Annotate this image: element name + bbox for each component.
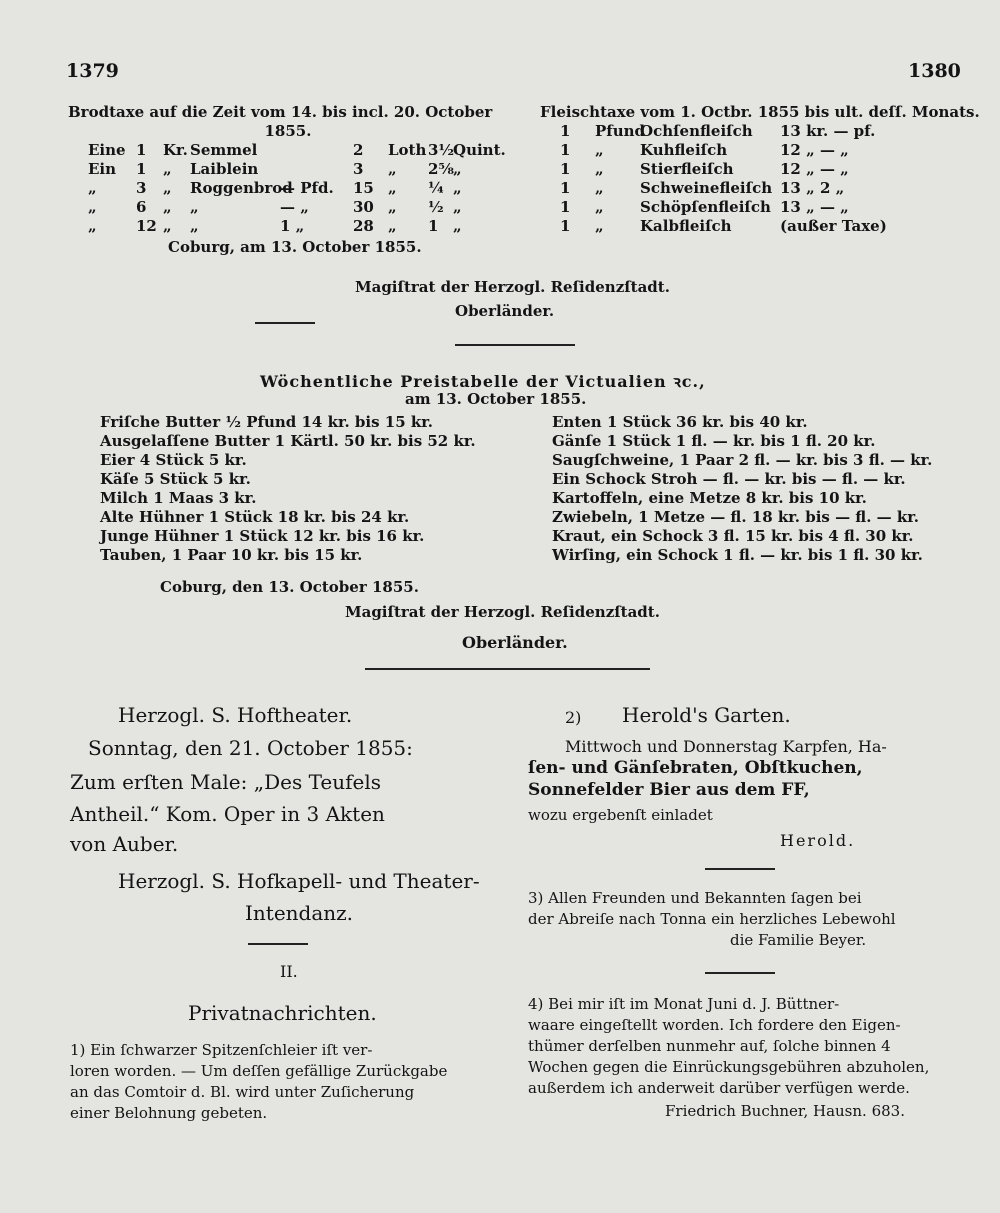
meat-tax-row-cell: 1 — [560, 160, 571, 178]
magistrat-name-1: Oberländer. — [455, 302, 555, 320]
bread-tax-row-cell: Semmel — [190, 141, 258, 159]
bread-tax-row — [68, 179, 508, 198]
bread-tax-row-cell: „ — [190, 198, 199, 216]
victuals-item: Saugſchweine, 1 Paar 2 fl. — kr. bis 3 fl. — kr. — [552, 451, 933, 469]
bread-tax-row-cell: Roggenbrod — [190, 179, 293, 197]
meat-tax-row-cell: „ — [595, 179, 604, 197]
bread-tax-table — [68, 141, 508, 236]
meat-tax-row — [540, 179, 960, 198]
theater-line-3: von Auber. — [70, 832, 179, 856]
meat-tax-row — [540, 122, 960, 141]
page-number-left: 1379 — [66, 60, 119, 82]
ad-4-line: Wochen gegen die Einrückungsgebühren abzuholen, — [528, 1058, 930, 1076]
meat-tax-row-cell: Stierfleiſch — [640, 160, 734, 178]
victuals-item: Alte Hühner 1 Stück 18 kr. bis 24 kr. — [100, 508, 410, 526]
victuals-item: Enten 1 Stück 36 kr. bis 40 kr. — [552, 413, 808, 431]
meat-tax-row-cell: 1 — [560, 179, 571, 197]
ad-1-line: einer Belohnung gebeten. — [70, 1104, 268, 1122]
ad-3-line: 3) Allen Freunden und Bekannten ſagen bei — [528, 889, 862, 907]
victuals-item: Gänſe 1 Stück 1 fl. — kr. bis 1 fl. 20 kr. — [552, 432, 876, 450]
meat-tax-row-cell: 12 „ — „ — [780, 160, 849, 178]
theater-title: Herzogl. S. Hoftheater. — [118, 703, 353, 727]
bread-tax-row-cell: „ — [163, 217, 172, 235]
victuals-item: Wirſing, ein Schock 1 fl. — kr. bis 1 fl. 30 kr. — [552, 546, 923, 564]
bread-tax-row-cell: 1 „ — [280, 217, 305, 235]
bread-tax-row-cell: — „ — [280, 198, 309, 216]
bread-tax-title: Brodtaxe auf die Zeit vom 14. bis incl. 20. October — [68, 103, 493, 121]
magistrat-line-2: Magiſtrat der Herzogl. Reſidenzſtadt. — [345, 603, 660, 621]
bread-tax-row-cell: „ — [388, 179, 397, 197]
bread-tax-row-cell: „ — [453, 160, 462, 178]
meat-tax-row-cell: (außer Taxe) — [780, 217, 887, 235]
meat-tax-row — [540, 160, 960, 179]
bread-tax-row-cell: 15 — [353, 179, 374, 197]
bread-tax-block — [68, 103, 508, 257]
meat-tax-row — [540, 141, 960, 160]
bread-tax-row-cell: 3 — [136, 179, 147, 197]
victuals-item: Kartoffeln, eine Metze 8 kr. bis 10 kr. — [552, 489, 867, 507]
victuals-item: Junge Hühner 1 Stück 12 kr. bis 16 kr. — [100, 527, 425, 545]
theater-signature-1: Herzogl. S. Hofkapell- und Theater- — [118, 869, 480, 893]
bread-tax-row-cell: ½ — [428, 198, 444, 216]
divider-short — [255, 322, 315, 324]
meat-tax-row-cell: Ochſenfleiſch — [640, 122, 753, 140]
bread-tax-row-cell: „ — [163, 179, 172, 197]
bread-tax-row-cell: „ — [388, 198, 397, 216]
ad-2-line-2: ſen- und Gänſebraten, Obſtkuchen, — [528, 758, 863, 778]
ad-2-number: 2) — [565, 708, 582, 727]
meat-tax-block — [540, 103, 980, 236]
meat-tax-row-cell: 1 — [560, 198, 571, 216]
ad-4-block — [528, 994, 929, 1099]
ad-3-signature: die Familie Beyer. — [730, 931, 867, 949]
ad-3-block — [528, 888, 896, 930]
meat-tax-row-cell: 1 — [560, 122, 571, 140]
bread-tax-row-cell: 2 — [353, 141, 364, 159]
magistrat-name-2: Oberländer. — [462, 633, 568, 652]
bread-tax-row-cell: — Pfd. — [280, 179, 334, 197]
victuals-right-list — [552, 413, 972, 565]
bread-tax-row-cell: 2⅝ — [428, 160, 454, 178]
meat-tax-row-cell: „ — [595, 217, 604, 235]
meat-tax-row-cell: Pfund — [595, 122, 646, 140]
bread-tax-row-cell: Laiblein — [190, 160, 259, 178]
meat-tax-row-cell: „ — [595, 141, 604, 159]
ad-2-line-1: Mittwoch und Donnerstag Karpfen, Ha- — [565, 737, 887, 756]
page-number-right: 1380 — [908, 60, 961, 82]
bread-tax-row-cell: 1 — [428, 217, 439, 235]
bread-tax-row-cell: 12 — [136, 217, 157, 235]
victuals-date: am 13. October 1855. — [405, 390, 587, 408]
ad-2-line-3: Sonnefelder Bier aus dem FF, — [528, 780, 810, 800]
divider-2 — [365, 668, 650, 670]
victuals-item: Friſche Butter ½ Pfund 14 kr. bis 15 kr. — [100, 413, 434, 431]
victuals-item: Käſe 5 Stück 5 kr. — [100, 470, 251, 488]
ad-4-line: außerdem ich anderweit darüber verfügen werde. — [528, 1079, 910, 1097]
meat-tax-row-cell: Kalbfleiſch — [640, 217, 732, 235]
bread-tax-row-cell: „ — [453, 217, 462, 235]
bread-tax-year: 1855. — [264, 122, 312, 140]
bread-tax-row-cell: Loth — [388, 141, 427, 159]
victuals-item: Milch 1 Maas 3 kr. — [100, 489, 257, 507]
victuals-signature: Coburg, den 13. October 1855. — [160, 578, 419, 596]
theater-date: Sonntag, den 21. October 1855: — [88, 736, 413, 760]
meat-tax-row-cell: 13 „ 2 „ — [780, 179, 845, 197]
meat-tax-row-cell: Schweinefleiſch — [640, 179, 773, 197]
bread-tax-row-cell: 3 — [353, 160, 364, 178]
bread-tax-row — [68, 198, 508, 217]
meat-tax-row-cell: „ — [595, 198, 604, 216]
section-heading: Privatnachrichten. — [188, 1001, 377, 1025]
bread-tax-row-cell: „ — [190, 217, 199, 235]
bread-tax-row-cell: „ — [388, 217, 397, 235]
ad-1-block — [70, 1040, 447, 1124]
meat-tax-row-cell: 13 „ — „ — [780, 198, 849, 216]
bread-tax-row-cell: 28 — [353, 217, 374, 235]
bread-tax-row-cell: „ — [163, 160, 172, 178]
ad-1-line: loren worden. — Um deſſen gefällige Zurückgabe — [70, 1062, 448, 1080]
bread-tax-row — [68, 160, 508, 179]
bread-tax-row-cell: 3½ — [428, 141, 455, 159]
meat-tax-row-cell: Schöpſenfleiſch — [640, 198, 771, 216]
ad-3-line: der Abreiſe nach Tonna ein herzliches Lebewohl — [528, 910, 896, 928]
bread-tax-row-cell: Ein — [88, 160, 117, 178]
bread-tax-row-cell: „ — [88, 198, 97, 216]
ad-1-line: 1) Ein ſchwarzer Spitzenſchleier iſt ver- — [70, 1041, 373, 1059]
bread-tax-row-cell: „ — [88, 217, 97, 235]
bread-tax-row-cell: „ — [88, 179, 97, 197]
ad-4-line: thümer derſelben nunmehr auf, ſolche binnen 4 — [528, 1037, 891, 1055]
victuals-left-list — [100, 413, 530, 565]
meat-tax-row-cell: Kuhfleiſch — [640, 141, 728, 159]
victuals-item: Ausgelaſſene Butter 1 Kärtl. 50 kr. bis 52 kr. — [100, 432, 476, 450]
victuals-item: Kraut, ein Schock 3 fl. 15 kr. bis 4 fl. 30 kr. — [552, 527, 914, 545]
bread-tax-row-cell: Eine — [88, 141, 126, 159]
victuals-item: Eier 4 Stück 5 kr. — [100, 451, 247, 469]
magistrat-line-1: Magiſtrat der Herzogl. Reſidenzſtadt. — [355, 278, 670, 296]
ad-4-line: 4) Bei mir iſt im Monat Juni d. J. Büttner- — [528, 995, 840, 1013]
bread-tax-row-cell: 1 — [136, 160, 147, 178]
theater-signature-2: Intendanz. — [245, 901, 354, 925]
meat-tax-row-cell: 12 „ — „ — [780, 141, 849, 159]
meat-tax-row — [540, 217, 960, 236]
divider-5 — [705, 972, 775, 974]
ad-4-line: waare eingeſtellt worden. Ich fordere den Eigen- — [528, 1016, 901, 1034]
meat-tax-row-cell: 1 — [560, 141, 571, 159]
theater-line-1: Zum erſten Male: „Des Teufels — [70, 770, 381, 794]
meat-tax-table — [540, 122, 960, 236]
meat-tax-row-cell: 1 — [560, 217, 571, 235]
meat-tax-title: Fleischtaxe vom 1. Octbr. 1855 bis ult. deſſ. Monats. — [540, 103, 980, 121]
section-numeral: II. — [280, 962, 298, 981]
ad-2-signature: Herold. — [780, 831, 856, 850]
bread-tax-row — [68, 141, 508, 160]
bread-tax-row-cell: „ — [453, 198, 462, 216]
meat-tax-row-cell: 13 kr. — pf. — [780, 122, 876, 140]
bread-tax-row-cell: 30 — [353, 198, 374, 216]
bread-tax-row-cell: 1 — [136, 141, 147, 159]
ad-1-line: an das Comtoir d. Bl. wird unter Zuſicherung — [70, 1083, 415, 1101]
bread-tax-row-cell: ¼ — [428, 179, 444, 197]
divider-4 — [705, 868, 775, 870]
victuals-item: Tauben, 1 Paar 10 kr. bis 15 kr. — [100, 546, 363, 564]
bread-tax-row-cell: „ — [163, 198, 172, 216]
ad-4-signature: Friedrich Buchner, Hausn. 683. — [665, 1102, 905, 1120]
meat-tax-row-cell: „ — [595, 160, 604, 178]
bread-tax-row-cell: Kr. — [163, 141, 188, 159]
theater-line-2: Antheil.“ Kom. Oper in 3 Akten — [70, 802, 385, 826]
bread-tax-row-cell: Quint. — [453, 141, 506, 159]
bread-tax-row-cell: „ — [388, 160, 397, 178]
divider-1 — [455, 344, 575, 346]
bread-tax-signature: Coburg, am 13. October 1855. — [168, 238, 422, 256]
bread-tax-row-cell: 6 — [136, 198, 147, 216]
meat-tax-row — [540, 198, 960, 217]
bread-tax-row-cell: „ — [453, 179, 462, 197]
victuals-item: Ein Schock Stroh — fl. — kr. bis — fl. — kr. — [552, 470, 906, 488]
victuals-item: Zwiebeln, 1 Metze — fl. 18 kr. bis — fl. — kr. — [552, 508, 920, 526]
bread-tax-row — [68, 217, 508, 236]
victuals-title: Wöchentliche Preistabelle der Victualien ꝛc., — [260, 372, 706, 391]
ad-2-line-4: wozu ergebenſt einladet — [528, 806, 713, 824]
divider-3 — [248, 943, 308, 945]
ad-2-title: Herold's Garten. — [622, 703, 791, 727]
